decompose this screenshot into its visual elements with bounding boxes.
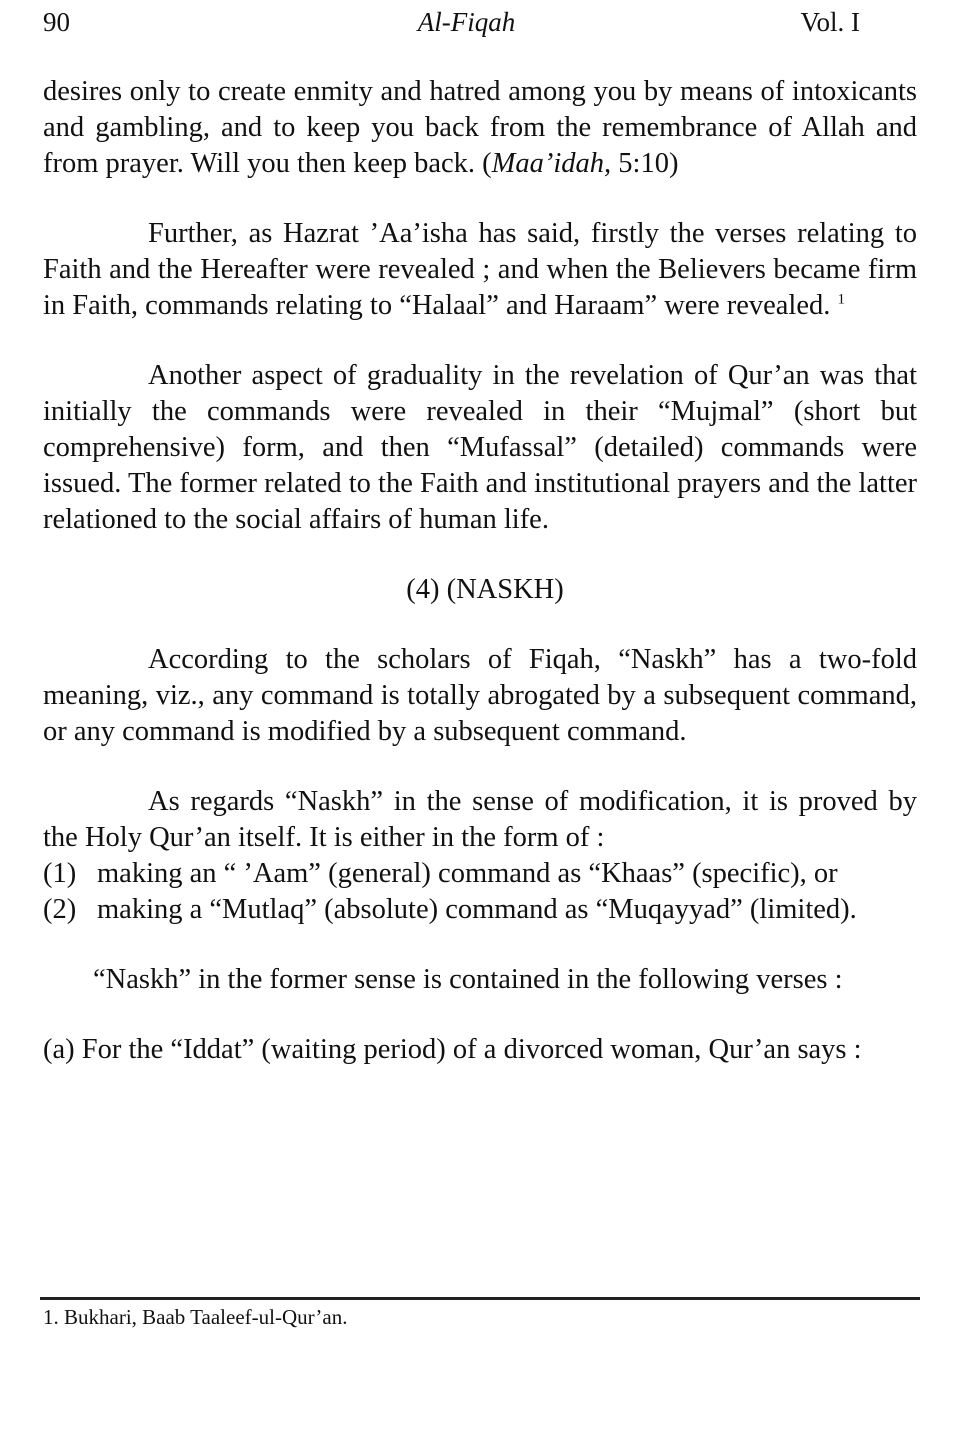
paragraph-naskh-meaning: According to the scholars of Fiqah, “Naskh” has a two-fold meaning, viz., any command is totally abrogated by a subsequent command, or any command is modified by a subsequent command. [43, 644, 917, 747]
form-list [43, 856, 917, 928]
paragraph-text: Further, as Hazrat ’Aa’isha has said, firstly the verses relating to Faith and the Hereafter were revealed ; and when the Believers became firm in Faith, commands relating to “Halaal” and Haraam” were revealed. [43, 218, 917, 321]
paragraph-iddat: (a) For the “Iddat” (waiting period) of a divorced woman, Qur’an says : [43, 1034, 862, 1065]
paragraph-modification: As regards “Naskh” in the sense of modification, it is proved by the Holy Qur’an itself. It is either in the form of : [43, 786, 917, 853]
list-item [43, 892, 917, 928]
paragraph-aaisha [43, 216, 917, 324]
footnote-divider [40, 1297, 920, 1300]
page-number: 90 [43, 7, 70, 37]
section-heading: (4) (NASKH) [406, 574, 564, 605]
paragraph-text: desires only to create enmity and hatred among you by means of intoxicants and gambling, and to keep you back from the remembrance of Allah and from prayer. Will you then keep back. ( [43, 76, 917, 179]
list-item-text: making a “Mutlaq” (absolute) command as “Muqayyad” (limited). [97, 894, 857, 925]
list-item-text: making an “ ’Aam” (general) command as “Khaas” (specific), or [97, 858, 838, 889]
footnote-reference: 1 [837, 291, 845, 308]
page-body [43, 74, 917, 1068]
footnote: 1. Bukhari, Baab Taaleef-ul-Qur’an. [43, 1305, 348, 1329]
paragraph-graduality: Another aspect of graduality in the revelation of Qur’an was that initially the commands were revealed in their “Mujmal” (short but comprehensive) form, and then “Mufassal” (detailed) commands were issued. The former related to the Faith and institutional prayers and the latter relationed to the social affairs of human life. [43, 360, 918, 535]
book-title: Al-Fiqah [417, 7, 516, 37]
page-header [43, 4, 860, 40]
citation-source: Maa’idah, [491, 148, 612, 179]
paragraph-continuation [43, 74, 917, 182]
list-marker: (2) [43, 894, 77, 925]
volume-label: Vol. I [800, 7, 860, 37]
paragraph-former-sense: “Naskh” in the former sense is contained in the following verses : [93, 964, 843, 995]
list-marker: (1) [43, 858, 77, 889]
list-item [43, 856, 917, 892]
citation-reference: 5:10) [611, 148, 679, 179]
